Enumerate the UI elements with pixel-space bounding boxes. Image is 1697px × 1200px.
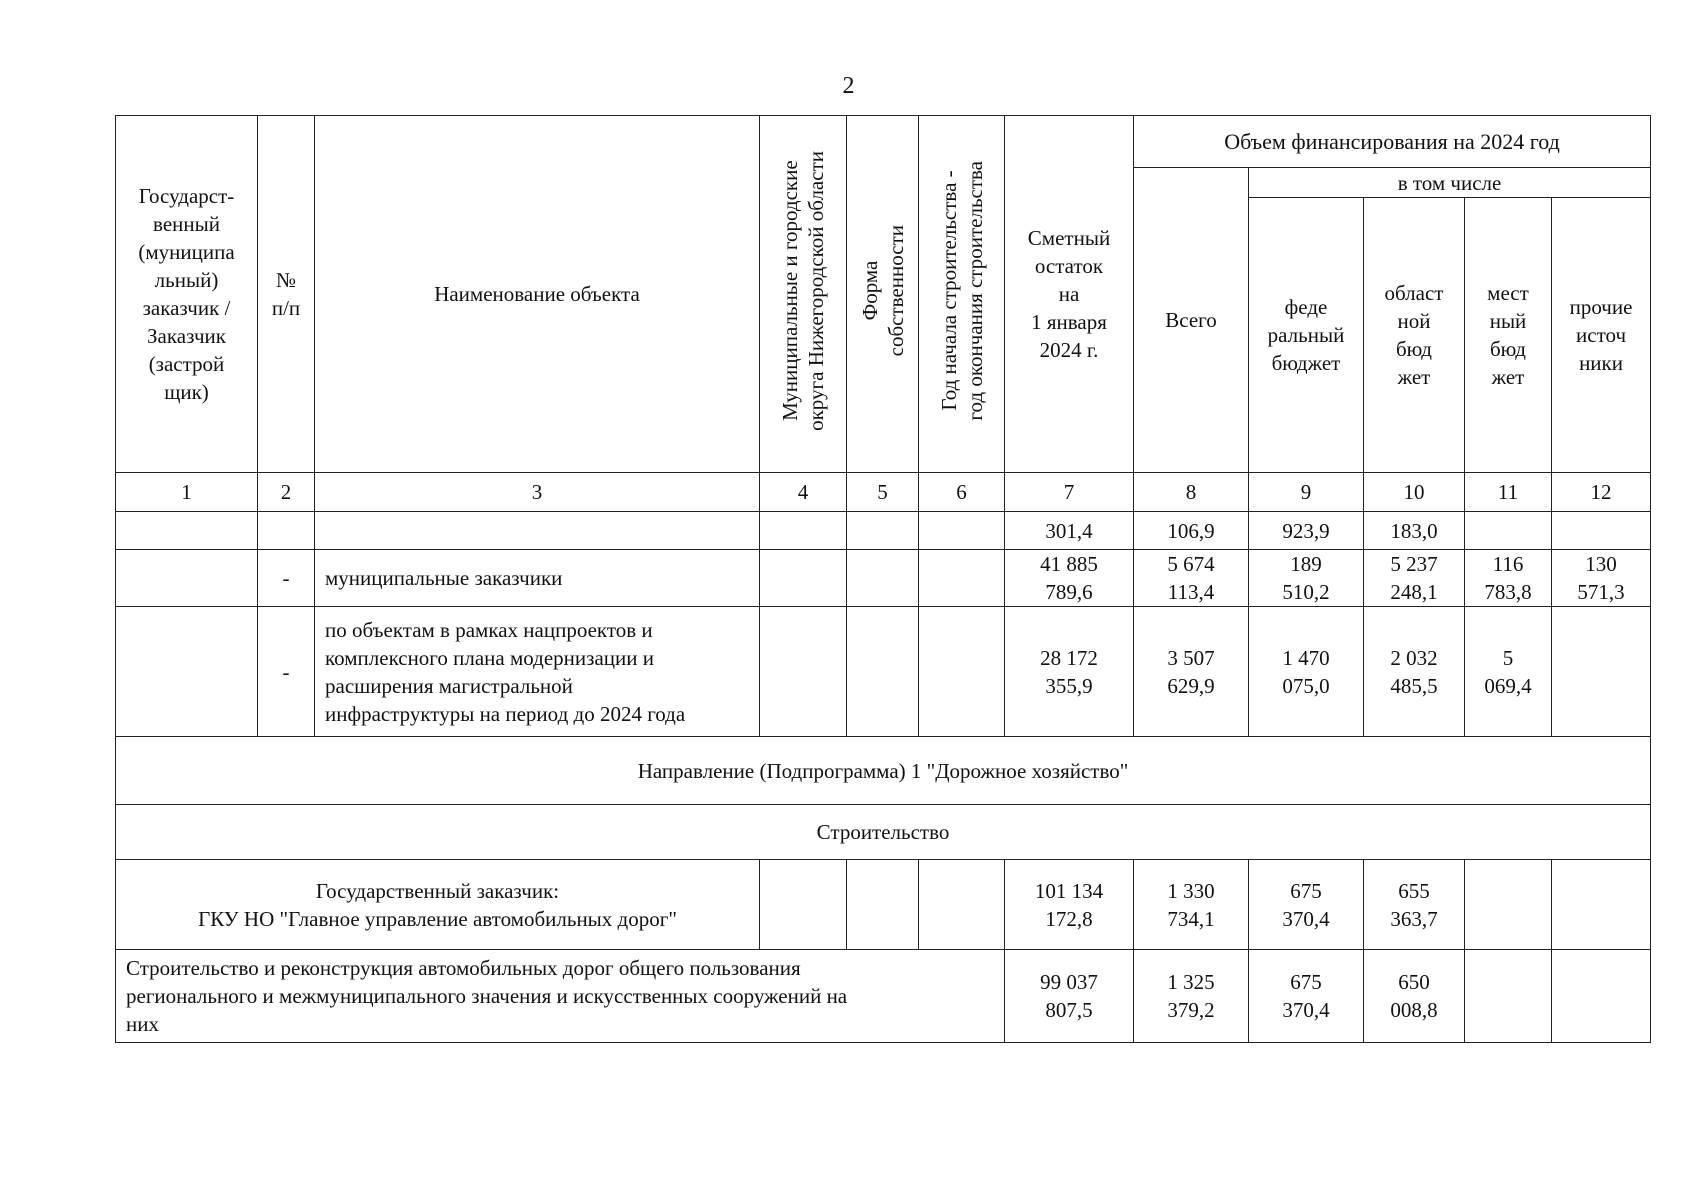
header-regional-budget: област ной бюд жет [1364, 198, 1465, 473]
cell-total: 3 507 629,9 [1134, 607, 1249, 737]
cell-total: 1 330 734,1 [1134, 860, 1249, 950]
cell-federal: 189 510,2 [1249, 550, 1364, 607]
cell-regional: 655 363,7 [1364, 860, 1465, 950]
header-municipal-districts: Муниципальные и городские округа Нижегородской области [760, 116, 847, 473]
column-number: 8 [1134, 473, 1249, 512]
direction-heading: Направление (Подпрограмма) 1 "Дорожное хозяйство" [116, 737, 1651, 805]
cell-federal: 675 370,4 [1249, 860, 1364, 950]
cell-local: 116 783,8 [1465, 550, 1552, 607]
header-estimate-balance: Сметный остаток на 1 января 2024 г. [1005, 116, 1134, 473]
header-number: № п/п [258, 116, 315, 473]
cell-total: 5 674 113,4 [1134, 550, 1249, 607]
cell-local: 5 069,4 [1465, 607, 1552, 737]
column-number: 1 [116, 473, 258, 512]
table-row-municipal-customers [116, 550, 1651, 607]
column-number: 9 [1249, 473, 1364, 512]
cell-estimate: 41 885 789,6 [1005, 550, 1134, 607]
cell-estimate: 101 134 172,8 [1005, 860, 1134, 950]
cell-other: 130 571,3 [1552, 550, 1651, 607]
table-row-continuation [116, 512, 1651, 550]
cell-regional: 2 032 485,5 [1364, 607, 1465, 737]
row-name: муниципальные заказчики [315, 550, 760, 607]
table-row-road-construction [116, 950, 1651, 1043]
header-funding-title: Объем финансирования на 2024 год [1134, 116, 1651, 168]
cell-regional: 183,0 [1364, 512, 1465, 550]
header-federal-budget: феде ральный бюджет [1249, 198, 1364, 473]
column-number: 12 [1552, 473, 1651, 512]
table-row-gov-customer [116, 860, 1651, 950]
column-number: 11 [1465, 473, 1552, 512]
cell-regional: 5 237 248,1 [1364, 550, 1465, 607]
row-name: по объектам в рамках нацпроектов и комплексного плана модернизации и расширения магистральной инфраструктуры на период до 2024 года [315, 607, 760, 737]
header-construction-years: Год начала строительства - год окончания строительства [919, 116, 1005, 473]
column-number-row [116, 473, 1651, 512]
financing-table [115, 115, 1651, 1043]
column-number: 7 [1005, 473, 1134, 512]
column-number: 5 [847, 473, 919, 512]
column-number: 4 [760, 473, 847, 512]
column-number: 3 [315, 473, 760, 512]
header-including: в том числе [1249, 168, 1651, 198]
header-ownership-form: Форма собственности [847, 116, 919, 473]
row-dash: - [258, 607, 315, 737]
column-number: 10 [1364, 473, 1465, 512]
cell-estimate: 301,4 [1005, 512, 1134, 550]
header-object-name: Наименование объекта [315, 116, 760, 473]
cell-estimate: 28 172 355,9 [1005, 607, 1134, 737]
cell-federal: 923,9 [1249, 512, 1364, 550]
header-total: Всего [1134, 168, 1249, 473]
column-number: 6 [919, 473, 1005, 512]
gov-customer-name: Государственный заказчик: ГКУ НО "Главное управление автомобильных дорог" [116, 860, 760, 950]
cell-regional: 650 008,8 [1364, 950, 1465, 1043]
page-number: 2 [842, 73, 855, 99]
section-heading: Строительство [116, 805, 1651, 860]
header-customer: Государст- венный (муниципа льный) заказчик / Заказчик (застрой щик) [116, 116, 258, 473]
road-construction-name: Строительство и реконструкция автомобильных дорог общего пользования регионального и межмуниципального значения и искусственных сооружений на них [116, 950, 1005, 1043]
cell-estimate: 99 037 807,5 [1005, 950, 1134, 1043]
table-row-national-projects [116, 607, 1651, 737]
cell-federal: 1 470 075,0 [1249, 607, 1364, 737]
cell-federal: 675 370,4 [1249, 950, 1364, 1043]
column-number: 2 [258, 473, 315, 512]
cell-total: 1 325 379,2 [1134, 950, 1249, 1043]
cell-total: 106,9 [1134, 512, 1249, 550]
header-other-sources: прочие источ ники [1552, 198, 1651, 473]
header-local-budget: мест ный бюд жет [1465, 198, 1552, 473]
row-dash: - [258, 550, 315, 607]
